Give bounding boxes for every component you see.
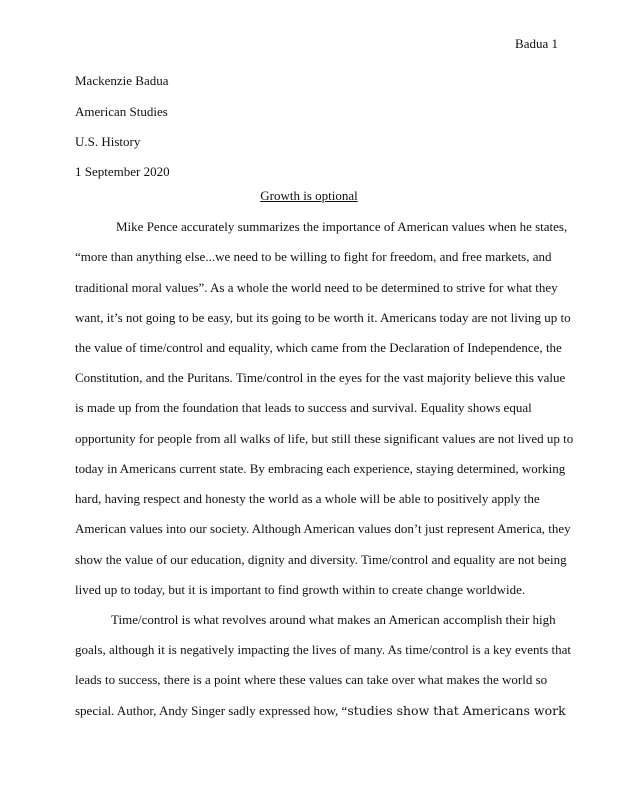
- body-line: traditional moral values”. As a whole the world need to be determined to strive for what they: [75, 280, 558, 295]
- body-line: “more than anything else...we need to be willing to fight for freedom, and free markets, and: [75, 249, 552, 264]
- subject-name: U.S. History: [75, 134, 141, 149]
- body-line: goals, although it is negatively impacting the lives of many. As time/control is a key events that: [75, 642, 571, 657]
- body-line: Constitution, and the Puritans. Time/control in the eyes for the vast majority believe this value: [75, 370, 566, 385]
- body-line: [75, 703, 566, 719]
- essay-date: 1 September 2020: [75, 164, 170, 179]
- course-name: American Studies: [75, 104, 168, 119]
- body-line: show the value of our education, dignity and diversity. Time/control and equality are not being: [75, 552, 567, 567]
- body-line: hard, having respect and honesty the world as a whole will be able to positively apply the: [75, 491, 540, 506]
- body-line: opportunity for people from all walks of life, but still these significant values are not lived up to: [75, 431, 574, 446]
- body-line: want, it’s not going to be easy, but its going to be worth it. Americans today are not living up to: [75, 310, 571, 325]
- body-line: leads to success, there is a point where these values can take over what makes the world so: [75, 672, 548, 687]
- body-line: lived up to today, but it is important to find growth within to create change worldwide.: [75, 582, 526, 597]
- body-line: Mike Pence accurately summarizes the importance of American values when he states,: [116, 219, 568, 234]
- body-line-end: studies show that Americans work: [347, 703, 566, 718]
- author-name: Mackenzie Badua: [75, 73, 169, 88]
- body-line-start: special. Author, Andy Singer sadly expressed how, “: [75, 703, 348, 718]
- running-head: Badua 1: [515, 36, 558, 51]
- body-line: American values into our society. Although American values don’t just represent America, they: [75, 521, 571, 536]
- body-line: is made up from the foundation that leads to success and survival. Equality shows equal: [75, 400, 532, 415]
- body-line: the value of time/control and equality, which came from the Declaration of Independence, the: [75, 340, 562, 355]
- body-line: today in Americans current state. By embracing each experience, staying determined, working: [75, 461, 566, 476]
- essay-title: Growth is optional: [260, 188, 358, 203]
- body-line: Time/control is what revolves around what makes an American accomplish their high: [111, 612, 556, 627]
